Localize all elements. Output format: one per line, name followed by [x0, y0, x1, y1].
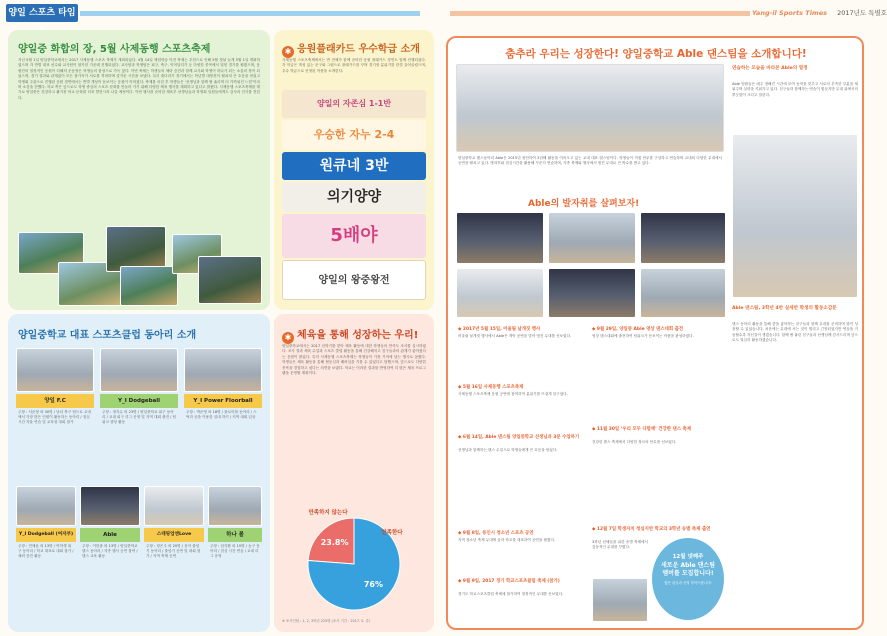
pie-svg [288, 482, 420, 614]
testimonial-body: 댄스 동아리 활동을 통해 춤을 좋아하는 친구들과 함께 무대를 준비하며 많이 성장할 수 있었습니다. 처음에는 무대에 서는 것이 떨리고 긴장되었지만 연습을 거듭할수록 자신감이 생겼습니다. 함께 땀 흘린 친구들과 선생님께 감사드리며 앞으로도 열심히 활동하겠습니다. [732, 322, 858, 343]
testimonial-title: Able 댄스팀, 3학년 4반 실세반 학생의 활동소감문 [732, 306, 837, 311]
history-photo-2 [548, 212, 636, 264]
able-article [446, 36, 864, 630]
sun-icon: ✱ [282, 332, 294, 344]
survey-article [274, 314, 434, 632]
recruit-note: 많은 관심과 신청 부탁드립니다! [664, 581, 712, 585]
survey-title [282, 326, 418, 344]
club-name-fc: 양일 F.C [16, 394, 94, 408]
club-photo-basketball [208, 486, 262, 526]
club-name-basketball: 하나 볼 [208, 528, 262, 542]
banner-body: 사제동행 스포츠축제에서는 반 전체가 함께 준비한 응원 플래카드 경연도 함께 진행되었다. 각 학급은 개성 있는 문구와 그림으로 플래카드를 꾸며 경기장 분위기를 한껏 끌어올렸으며, 우수 학급으로 선정된 작품을 소개한다. [282, 58, 426, 73]
club-desc-basketball: 주장 : 임지환 외 15명 / 농구 동아리 / 점심 시간 연습 / 교내 리그 운영 [210, 544, 260, 559]
able-group-photo [456, 64, 724, 152]
festival-body: 지난 5월 1일 양일중학교에서는 2017 사제동행 스포츠 축제가 개최되었다. 4월 14일 체험학습 이전 축제는 우천으로 인해 5월 첫날 늦게 5월 1일 개최하였으며 각 반별 대표 선수와 교사팀이 참가한 가운데 진행되었다. 교사팀과 학생팀은 피구, 축구, 이어달리기 등 다양한 종목에서 열띤 경기를 펼쳤으며, 응원단의 열정적인 응원이 더해져 운동장은 학생들의 함성으로 가득 찼다. 이번 축제는 학생들의 체력 증진과 함께 교사와 학생이 하나가 되는 소통의 장이 되었으며, 경기 결과와 관계없이 모든 참가자가 서로를 격려하며 즐거운 시간을 보냈다. 특히 줄다리기 경기에서는 학년별 대항전이 펼쳐져 큰 호응을 얻었고 학생회 주관으로 진행된 응원 경연에서는 반별 개성이 돋보이는 응원이 이어졌다. 축제를 마친 후 학생들은 ‘선생님과 함께 땀 흘리며 더 가까워진 느낌’이라며 소감을 전했다. 학교 측은 앞으로도 학생 중심의 스포츠 문화를 만들어 가기 위해 다양한 체육 행사를 계획하고 있다고 밝혔다. 사제동행 스포츠축제를 계기로 양일중은 건강하고 활기찬 학교 문화를 더욱 발전시켜 나갈 예정이다. 이번 행사를 준비한 체육부 선생님들과 학생회 임원들에게도 감사의 인사를 전한다. [18, 58, 260, 100]
festival-title: 양일중 화합의 장, 5월 사제동행 스포츠축제 [18, 44, 211, 55]
banner-article [274, 30, 434, 310]
header-rule-left [80, 11, 420, 16]
banner-title-text: 응원플래카드 우수학급 소개 [297, 44, 420, 55]
club-name-floorball: Y_I Power Floorball [184, 394, 262, 408]
club-name-dodgeball: Y_I Dodgeball [100, 394, 178, 408]
event-2-body: 사제동행 스포츠축제 응원 공연에 참여하여 분위기를 뜨겁게 달구었다. [458, 392, 568, 396]
festival-photo-4 [120, 266, 178, 306]
club-desc-dodgeball: 주장 : 정지수 외 23명 / 양일중학교 피구 동아리 / 교내 피구 리그 운영 및 지역 대회 출전 / 팀워크 향상 활동 [102, 410, 177, 425]
festival-article [8, 30, 270, 310]
banner-title [282, 40, 420, 58]
sun-icon: ✱ [282, 46, 294, 58]
club-desc-jumprope: 주장 : 장은주 외 20명 / 음악 줄넘기 동아리 / 줄넘기 공연 및 대회 참가 / 지역 축제 공연 [146, 544, 201, 559]
survey-note: ※ 조사인원 : 1, 2, 3학년 225명 (조사 기간 : 2017. 5. 중) [282, 619, 371, 623]
satisfaction-pie-chart [288, 482, 420, 614]
banner-poster-2: 우승한 자누 2-4 [282, 120, 426, 150]
history-photo-5 [548, 268, 636, 318]
event-2-title: ◆ 5월 16일 사제동행 스포츠축제 [458, 385, 524, 390]
history-title: Able의 발자취를 살펴보자! [528, 199, 640, 209]
event-6-title: ◆ 9월 29일, 양일중 Able 영상 댄스대회 출전 [592, 327, 684, 332]
club-desc-floorball: 주장 : 박준영 외 18명 / 플로어볼 동아리 / 스틱과 공을 이용한 실내 하키 / 지역 대회 입상 [186, 410, 257, 420]
recruit-week: 12월 넷째주 [672, 554, 704, 560]
event-4-title: ◆ 9월 8일, 용인시 청소년 스포츠 공연 [458, 531, 534, 536]
history-photo-3 [640, 212, 726, 264]
header-rule-right [450, 11, 750, 16]
banner-poster-3: 원큐네 3반 [282, 152, 426, 180]
history-photo-6 [640, 268, 726, 318]
history-photo-4 [456, 268, 544, 318]
club-name-dodgeball-girls: Y_I Dodgeball (여자부) [16, 528, 76, 542]
survey-title-text: 체육을 통해 성장하는 우리! [297, 330, 419, 341]
able-title: 춤추라 우리는 성장한다! 양일중학교 Able 댄스팀을 소개합니다! [505, 48, 807, 60]
club-photo-dodgeball-girls [16, 486, 76, 526]
club-desc-able: 주장 : 이한솔 외 13명 / 양일중학교 댄스 동아리 / 각종 행사 공연 참여 / 댄스 교육 활동 [82, 544, 138, 559]
history-photo-1 [456, 212, 544, 264]
event-4-body: 지역 청소년 축제 무대에 올라 학교를 대표하여 공연을 펼쳤다. [458, 538, 556, 542]
club-photo-fc [16, 348, 94, 392]
festival-photo-6 [198, 256, 262, 304]
practice-body: Able 팀원들은 매주 정해진 시간에 모여 동작을 맞추고 서로의 부족한 부분을 채워주며 실력을 키워가고 있다. 친구들과 함께하는 연습이 힘들지만 무대 위에서의 뿌듯함이 크다고 말한다. [732, 82, 858, 97]
event-3-title: ◆ 6월 14일, Able 댄스팀 양일중학교 선생님과 3분 수업하기 [458, 435, 580, 440]
banner-poster-1: 양일의 자존심 1-1반 [282, 90, 426, 118]
header-issue-info [752, 8, 887, 17]
club-photo-able [80, 486, 140, 526]
club-name-able: Able [80, 528, 140, 542]
able-intro: 양일중학교 댄스동아리 Able은 2015년 창단하여 3년째 활동을 이어오고 있는 교내 대표 댄스팀이다. 학생들이 직접 안무를 구상하고 연습하며 교내외 다양한 무대에서 공연을 펼치고 있다. 방과후와 점심시간을 활용해 꾸준히 연습하며, 각종 축제와 행사에서 멋진 무대로 큰 박수를 받고 있다. [458, 156, 722, 166]
recruit-bubble [652, 538, 724, 620]
clubs-title: 양일중학교 대표 스포츠클럽 동아리 소개 [18, 330, 197, 341]
banner-poster-6: 양일의 왕중왕전 [282, 260, 426, 300]
event-8-title: ◆ 12월 7일 학생자치 청심지반 학교의 3학년 송별 축제 출연 [592, 527, 711, 532]
banner-poster-4: 의기양양 [282, 182, 426, 212]
event-5-title: ◆ 9월 9일, 2017 경기 학교스포츠클럽 축제 (참가) [458, 579, 560, 584]
pie-category-label: 만족한다 [381, 530, 403, 536]
page-header [0, 0, 887, 26]
event-1-title: ◆ 2017년 5월 15일, 어울림 날개짓 행사 [458, 327, 541, 332]
event-8-photo [592, 578, 648, 622]
club-photo-floorball [184, 348, 262, 392]
brand-name: Yang-il Sports Times [752, 9, 827, 17]
pie-category-label: 만족하지 않는다 [308, 510, 348, 516]
pie-value-label: 76% [363, 579, 383, 589]
pie-value-label: 23.8% [320, 538, 349, 548]
banner-poster-5: 5배야 [282, 214, 426, 258]
club-name-jumprope: 스테핑업앤Love [144, 528, 204, 542]
event-3-body: 선생님과 함께하는 댄스 수업으로 학생들에게 큰 호응을 얻었다. [458, 448, 558, 452]
event-1-body: 어울림 날개짓 행사에서 Able은 개막 공연을 맡아 멋진 무대를 선보였다. [458, 334, 572, 338]
recruit-main: 새로운 Able 댄스팀 멤버를 모집합니다! [660, 562, 716, 577]
practice-photo [732, 134, 858, 298]
club-photo-jumprope [144, 486, 204, 526]
event-7-body: 건강한 댄스 축제에서 다양한 장르의 안무를 선보였다. [592, 440, 677, 444]
event-6-body: 영상 댄스대회에 출전하여 팀워크가 돋보이는 작품을 완성하였다. [592, 334, 694, 338]
issue-label: 2017년도 특별호 [837, 9, 887, 17]
event-8-body: 3학년 선배들을 위한 송별 축제에서 감동적인 무대를 꾸몄다. [592, 540, 648, 550]
club-desc-fc: 주장 : 서준형 외 30명 / 남녀 축구 팀으로 교내에서 가장 많은 인원이 활동하는 동아리 / 점심시간 자율 연습 및 교육청 대회 참가 [18, 410, 91, 425]
survey-body: 양일중학교에서는 2017 신학기를 맞아 체육 활동에 대한 학생들의 만족도 조사를 실시하였다. 조사 결과 체육 수업과 스포츠 클럽 활동을 통해 건강해지고 친구들과의 관계가 좋아졌다는 응답이 많았다. 특히 사제동행 스포츠축제는 학생들이 가장 기억에 남는 행사로 꼽혔다. 학생들은 체육 활동을 통해 협동심과 배려심을 기를 수 있었다고 답했으며, 앞으로도 다양한 종목을 경험하고 싶다는 의견을 보였다. 학교는 이러한 결과를 반영하여 더 많은 체육 프로그램을 운영할 계획이다. [282, 344, 426, 376]
club-desc-dodgeball-girls: 주장 : 민채윤 외 13명 / 여학생 피구 동아리 / 학교 대표로 대회 참가 / 체력 증진 활동 [18, 544, 74, 559]
masthead: 양일 스포츠 타임 [6, 4, 78, 22]
club-photo-dodgeball [100, 348, 178, 392]
event-7-title: ◆ 11월 30일 ‘우리 모두 다함께’ 건강한 댄스 축제 [592, 427, 692, 432]
event-5-body: 경기도 학교스포츠클럽 축제에 참가하여 열정적인 무대를 선보였다. [458, 592, 564, 596]
practice-title: 연습하는 모습을 바라본 Able의 열정 [732, 66, 808, 71]
clubs-article [8, 314, 270, 632]
